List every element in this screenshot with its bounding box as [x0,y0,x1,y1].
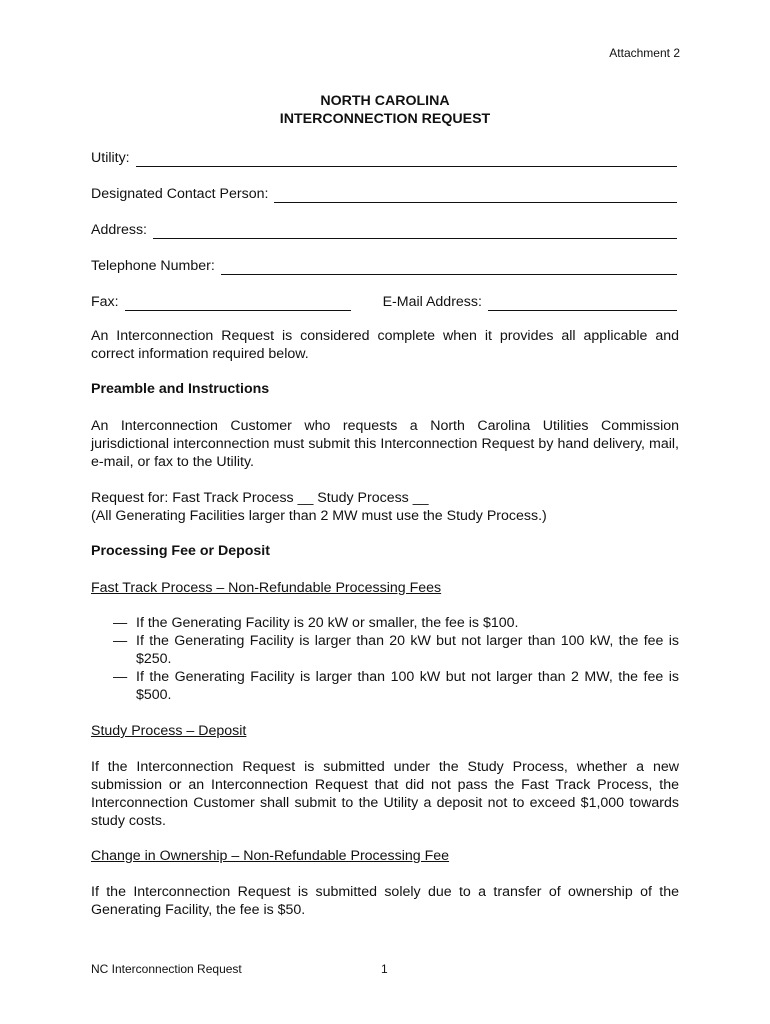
dash-bullet-icon: — [113,615,128,631]
fast-track-heading: Fast Track Process – Non-Refundable Processing Fees [91,580,442,596]
phone-label: Telephone Number: [91,258,215,274]
study-paragraph: If the Interconnection Request is submitted under the Study Process, whether a new submission or an Interconnection Request that did not pass the Fast Track Process, the Interconnection Customer shall submit to the Utility a deposit not to exceed $1,000 towards study costs. [91,759,679,829]
fax-email-field [91,291,677,311]
title-form: INTERCONNECTION REQUEST [279,111,491,127]
dash-bullet-icon: — [113,669,128,685]
request-for-block [91,489,679,525]
fast-track-fee-list [113,614,679,704]
fee-heading: Processing Fee or Deposit [91,543,270,559]
request-note: (All Generating Facilities larger than 2 MW must use the Study Process.) [91,508,547,524]
phone-field [91,255,677,275]
ownership-heading: Change in Ownership – Non-Refundable Processing Fee [91,848,450,864]
address-blank-line[interactable] [153,222,677,239]
study-heading: Study Process – Deposit [91,723,247,739]
utility-blank-line[interactable] [136,150,677,167]
footer-page-number: 1 [381,962,388,976]
list-item: — If the Generating Facility is larger than 20 kW but not larger than 100 kW, the fee is $250. [113,633,679,667]
email-label: E-Mail Address: [382,294,482,310]
utility-field [91,147,677,167]
phone-blank-line[interactable] [221,258,677,275]
preamble-heading: Preamble and Instructions [91,381,270,397]
attachment-label: Attachment 2 [609,46,680,60]
email-blank-line[interactable] [488,294,677,311]
list-item: — If the Generating Facility is 20 kW or smaller, the fee is $100. [113,615,519,631]
contact-blank-line[interactable] [274,186,677,203]
list-item: — If the Generating Facility is larger than 100 kW but not larger than 2 MW, the fee is $500. [113,669,679,703]
fax-blank-line[interactable] [125,294,351,311]
preamble-paragraph: An Interconnection Customer who requests a North Carolina Utilities Commission jurisdictional interconnection must submit this Interconnection Request by hand delivery, mail, e-mail, or fax to the Utility. [91,418,679,470]
ownership-paragraph: If the Interconnection Request is submitted solely due to a transfer of ownership of the Generating Facility, the fee is $50. [91,884,679,918]
fax-label: Fax: [91,294,119,310]
completeness-paragraph: An Interconnection Request is considered complete when it provides all applicable and correct information required below. [91,328,679,362]
footer-document-name: NC Interconnection Request [91,962,242,976]
address-label: Address: [91,222,147,238]
title-state: NORTH CAROLINA [320,93,450,109]
contact-field [91,183,677,203]
contact-label: Designated Contact Person: [91,186,269,202]
request-for-line: Request for: Fast Track Process __ Study Process __ [91,490,429,506]
utility-label: Utility: [91,150,130,166]
address-field [91,219,677,239]
dash-bullet-icon: — [113,633,128,649]
